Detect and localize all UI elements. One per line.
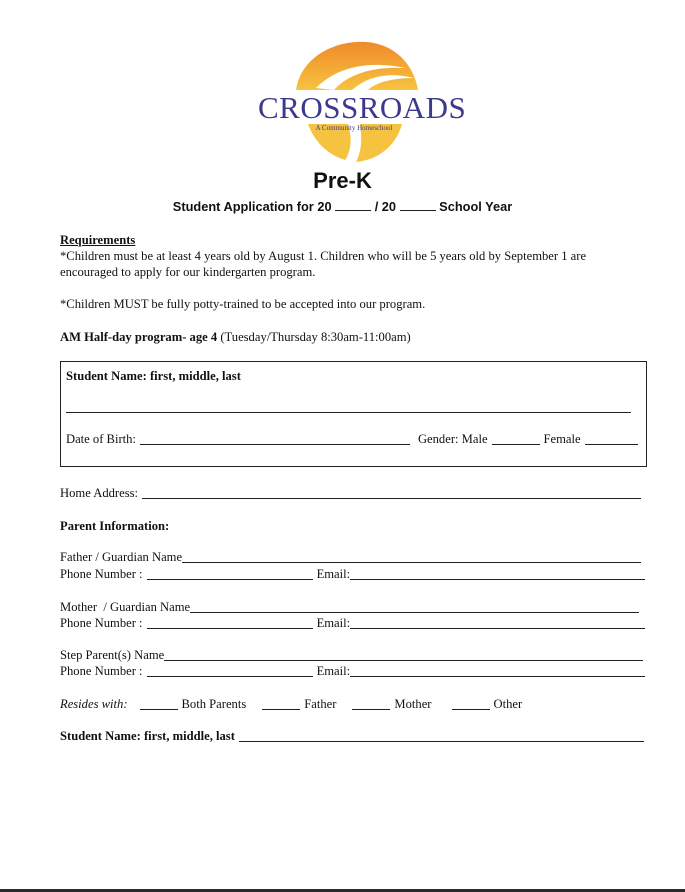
- year-blank-2[interactable]: [400, 199, 436, 211]
- step-parent-email-label: Email:: [316, 664, 351, 678]
- resides-father-label: Father: [304, 697, 337, 711]
- resides-mother-label: Mother: [394, 697, 432, 711]
- step-parent-name-label: Step Parent(s) Name: [60, 648, 165, 662]
- gender-male-label: Gender: Male: [417, 432, 488, 446]
- dob-row: [66, 432, 638, 447]
- requirement-line-2: encouraged to apply for our kindergarten program.: [60, 265, 316, 279]
- program-detail: (Tuesday/Thursday 8:30am-11:00am): [220, 330, 411, 344]
- home-address-label: Home Address:: [60, 486, 139, 500]
- gender-female-label: Female: [543, 432, 581, 446]
- mother-email-field[interactable]: [350, 616, 645, 629]
- father-email-label: Email:: [316, 567, 351, 581]
- subtitle: [0, 199, 685, 214]
- mother-name-field[interactable]: [190, 600, 639, 613]
- resides-both-field[interactable]: [140, 697, 178, 710]
- resides-other-field[interactable]: [452, 697, 490, 710]
- resides-label: Resides with:: [60, 697, 128, 711]
- father-contact-row: [60, 567, 645, 582]
- program-line: [60, 330, 411, 345]
- student-name-bottom-field[interactable]: [239, 729, 644, 742]
- step-parent-email-field[interactable]: [350, 664, 645, 677]
- father-name-label: Father / Guardian Name: [60, 550, 183, 564]
- resides-both-label: Both Parents: [181, 697, 247, 711]
- mother-name-label: Mother / Guardian Name: [60, 600, 191, 614]
- mother-phone-field[interactable]: [147, 616, 313, 629]
- step-parent-name-row: [60, 648, 643, 663]
- gender-male-field[interactable]: [492, 432, 540, 445]
- logo: [256, 38, 467, 164]
- father-name-field[interactable]: [182, 550, 641, 563]
- dob-label: Date of Birth:: [66, 432, 136, 446]
- mother-email-label: Email:: [316, 616, 351, 630]
- dob-field[interactable]: [140, 432, 410, 445]
- father-email-field[interactable]: [350, 567, 645, 580]
- subtitle-mid: / 20: [374, 199, 397, 214]
- father-phone-label: Phone Number :: [60, 567, 143, 581]
- mother-phone-label: Phone Number :: [60, 616, 143, 630]
- resides-other-label: Other: [493, 697, 523, 711]
- home-address-field[interactable]: [142, 486, 641, 499]
- resides-row: [60, 697, 522, 712]
- year-blank-1[interactable]: [335, 199, 371, 211]
- requirement-line-3: *Children MUST be fully potty-trained to be accepted into our program.: [60, 297, 426, 311]
- resides-mother-field[interactable]: [352, 697, 390, 710]
- mother-name-row: [60, 600, 639, 615]
- father-phone-field[interactable]: [147, 567, 313, 580]
- step-parent-phone-field[interactable]: [147, 664, 313, 677]
- student-name-bottom-label: Student Name: first, middle, last: [60, 729, 235, 743]
- father-name-row: [60, 550, 641, 565]
- subtitle-prefix: Student Application for 20: [172, 199, 332, 214]
- step-parent-phone-label: Phone Number :: [60, 664, 143, 678]
- home-address-row: [60, 486, 641, 501]
- resides-father-field[interactable]: [262, 697, 300, 710]
- student-name-label: Student Name: first, middle, last: [66, 369, 241, 383]
- step-parent-name-field[interactable]: [164, 648, 643, 661]
- subtitle-suffix: School Year: [439, 199, 513, 214]
- student-name-bottom-row: [60, 729, 644, 744]
- program-label: AM Half-day program- age 4: [60, 330, 218, 344]
- brand-name: CROSSROADS: [258, 90, 467, 125]
- brand-tagline: A Community Homeschool: [315, 124, 393, 132]
- mother-contact-row: [60, 616, 645, 631]
- page-title: Pre-K: [313, 168, 372, 193]
- requirements-heading: Requirements: [60, 233, 136, 247]
- requirement-line-1: *Children must be at least 4 years old by August 1. Children who will be 5 years old by September 1 are: [60, 249, 587, 263]
- step-parent-contact-row: [60, 664, 645, 679]
- student-name-field[interactable]: [66, 412, 631, 413]
- gender-female-field[interactable]: [585, 432, 638, 445]
- parent-info-heading: Parent Information:: [60, 519, 170, 533]
